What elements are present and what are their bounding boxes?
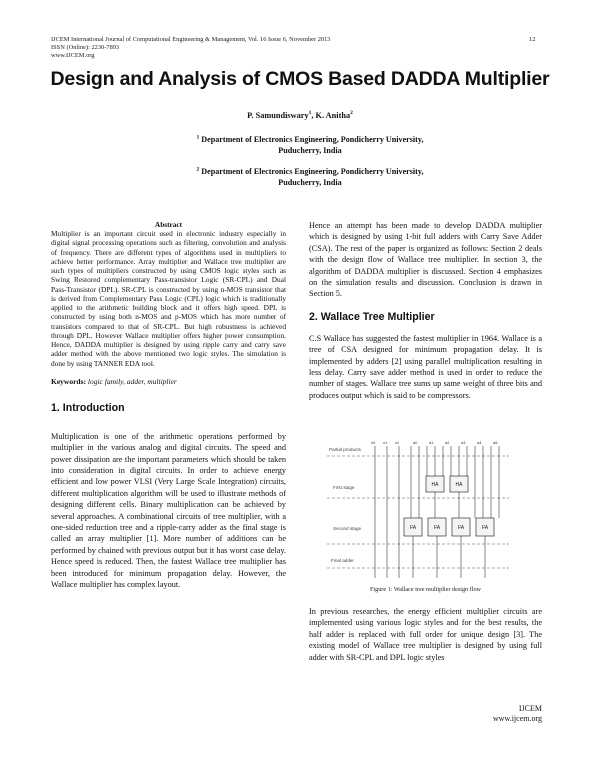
affiliation-2-line2: Puducherry, India (278, 178, 342, 187)
label-partial-products: Partial products (329, 447, 361, 452)
affiliation-1-line2: Puducherry, India (278, 146, 342, 155)
top-label-a4: a4 (477, 440, 482, 445)
section-2-heading: 2. Wallace Tree Multiplier (309, 310, 435, 323)
author-2-sup: 2 (350, 110, 353, 117)
full-adder-label-4: FA (481, 525, 489, 531)
top-label-a1: a1 (429, 440, 434, 445)
author-1-sup: 1 (308, 110, 312, 117)
affiliation-1-line1: Department of Electronics Engineering, Pondicherry University, (201, 135, 424, 144)
journal-header (51, 36, 330, 61)
right-column-top (309, 220, 542, 401)
affiliation-1 (150, 134, 470, 156)
author-line (0, 111, 600, 120)
half-adder-label-1: HA (431, 482, 439, 488)
paper-title: Design and Analysis of CMOS Based DADDA Multiplier (50, 68, 550, 90)
footer-url[interactable]: www.ijcem.org (492, 714, 542, 723)
page-footer (430, 704, 542, 724)
figure-caption: Figure 1: Wallace tree multiplier design flow (369, 586, 482, 593)
top-label-x0: x0 (371, 440, 376, 445)
page-number: 12 (529, 36, 536, 43)
keywords-text: logic family, adder, multiplier (87, 376, 177, 386)
full-adder-label-3: FA (457, 525, 465, 531)
abstract-text: Multiplier is an important circuit used in electronic industry especially in digital signal processing operations such as filtering, convolution and analysis of frequency. There are different types of algorithms used in multipliers to achieve better performance. Array multiplier and Wallace tree multiplier are such types of multipliers constructed by using CMOS logic styles such as Swing Restored complementary Pass-transistor Logic (SR-CPL) and Dual Pass-Transistor (DPL). SR-CPL is constructed by using n-MOS transistor that is derived from Complementary Pass Logic (CPL) logic which is traditionally applied to the arithmetic building block and it offers high speed. DPL is constructed by using both n-MOS and p-MOS which has more number of transistors compared to that of SR-CPL. But high robustness is achieved through DPL. However Wallace multiplier offers higher power consumption. Hence, DADDA multiplier is designed by using ripple carry and carry save adder method with the above mentioned two logic styles. The simulation is done by using TANNER EDA tool. (51, 229, 286, 368)
top-label-a2: a2 (445, 440, 450, 445)
affiliation-1-sup: 1 (196, 134, 200, 141)
after-figure-text: In previous researches, the energy efficient multiplier circuits are implemented using various logic styles and for the best results, the half adder is replaced with full order for unique design [3]. The existing model of Wallace tree multiplier is designed by using full adder with SR-CPL and DPL logic styles (309, 607, 542, 662)
author-separator: , (311, 111, 316, 120)
top-label-x2: x2 (395, 440, 400, 445)
keywords-label: Keywords: (51, 376, 86, 386)
label-second-stage: Second stage (333, 526, 362, 531)
affiliation-2 (150, 166, 470, 188)
journal-line: IJCEM International Journal of Computational Engineering & Management, Vol. 16 Issue 6, November 2013 (51, 36, 331, 43)
full-adder-label-1: FA (409, 525, 417, 531)
top-label-x1: x1 (383, 440, 388, 445)
section-1-text: Multiplication is one of the arithmetic operations performed by multiplier in the various analog and digital circuits. The speed and power dissipation are the important parameters which should be taken into consideration in digital circuits. In order to achieve energy efficient and low power VLSI (Very Large Scale Integration) circuits, different multiplication algorithm will be used to illustrate methods of designing different cells. Binary multiplication can be achieved by several approaches. A combinational circuits of tree multiplier, with a one-sided reduction tree and a ripple-carry adder as the final stage is called an array multiplier [1]. More number of additions can be performed by chained with previous output but it has worst case delay. Hence speed is reduced. Then, the fastest Wallace tree multiplier has been introduced for minimum propagation delay. However, the Wallace multiplier has complex layout. (51, 431, 286, 590)
section-2-text: C.S Wallace has suggested the fastest multiplier in 1964. Wallace is a tree of CSA designed for minimum propagation delay. It is implemented by adders [2] using parallel multiplication resulting in less delay. Carry save adder method is used in order to reduce the number of stages. Wallace tree sums up same weight of three bits and produces output which is said to be compressors. (309, 333, 542, 400)
footer-journal: IJCEM (518, 704, 542, 713)
affiliation-2-sup: 2 (196, 166, 200, 173)
section-1-heading: 1. Introduction (51, 401, 125, 414)
keywords (51, 377, 286, 386)
top-label-a3: a3 (461, 440, 466, 445)
half-adder-label-2: HA (455, 482, 463, 488)
author-1: P. Samundiswary (247, 111, 309, 120)
label-first-stage: First stage (333, 485, 355, 490)
author-2: K. Anitha (315, 111, 351, 120)
abstract-heading: Abstract (154, 220, 183, 229)
issn-line: ISSN (Online): 2230-7893 (51, 44, 120, 52)
affiliation-2-line1: Department of Electronics Engineering, Pondicherry University, (201, 167, 424, 176)
wallace-tree-figure (309, 438, 542, 583)
intro-continued-text: Hence an attempt has been made to develop DADDA multiplier which is designed by using 1-bit full adders with Carry Save Adder (CSA). The rest of the paper is organized as follows: Section 2 deals with the design flow of Wallace tree multiplier. In section 3, the algorithm of DADDA multiplier is discussed. Section 4 emphasizes on the simulation results and discussion. Conclusion is drawn in Section 5. (309, 221, 542, 299)
website-line[interactable]: www.IJCEM.org (51, 52, 95, 60)
top-label-a5: a5 (493, 440, 498, 445)
label-final-adder: Final adder (331, 558, 354, 563)
left-column (51, 220, 286, 590)
full-adder-label-2: FA (433, 525, 441, 531)
top-label-a0: a0 (413, 440, 418, 445)
